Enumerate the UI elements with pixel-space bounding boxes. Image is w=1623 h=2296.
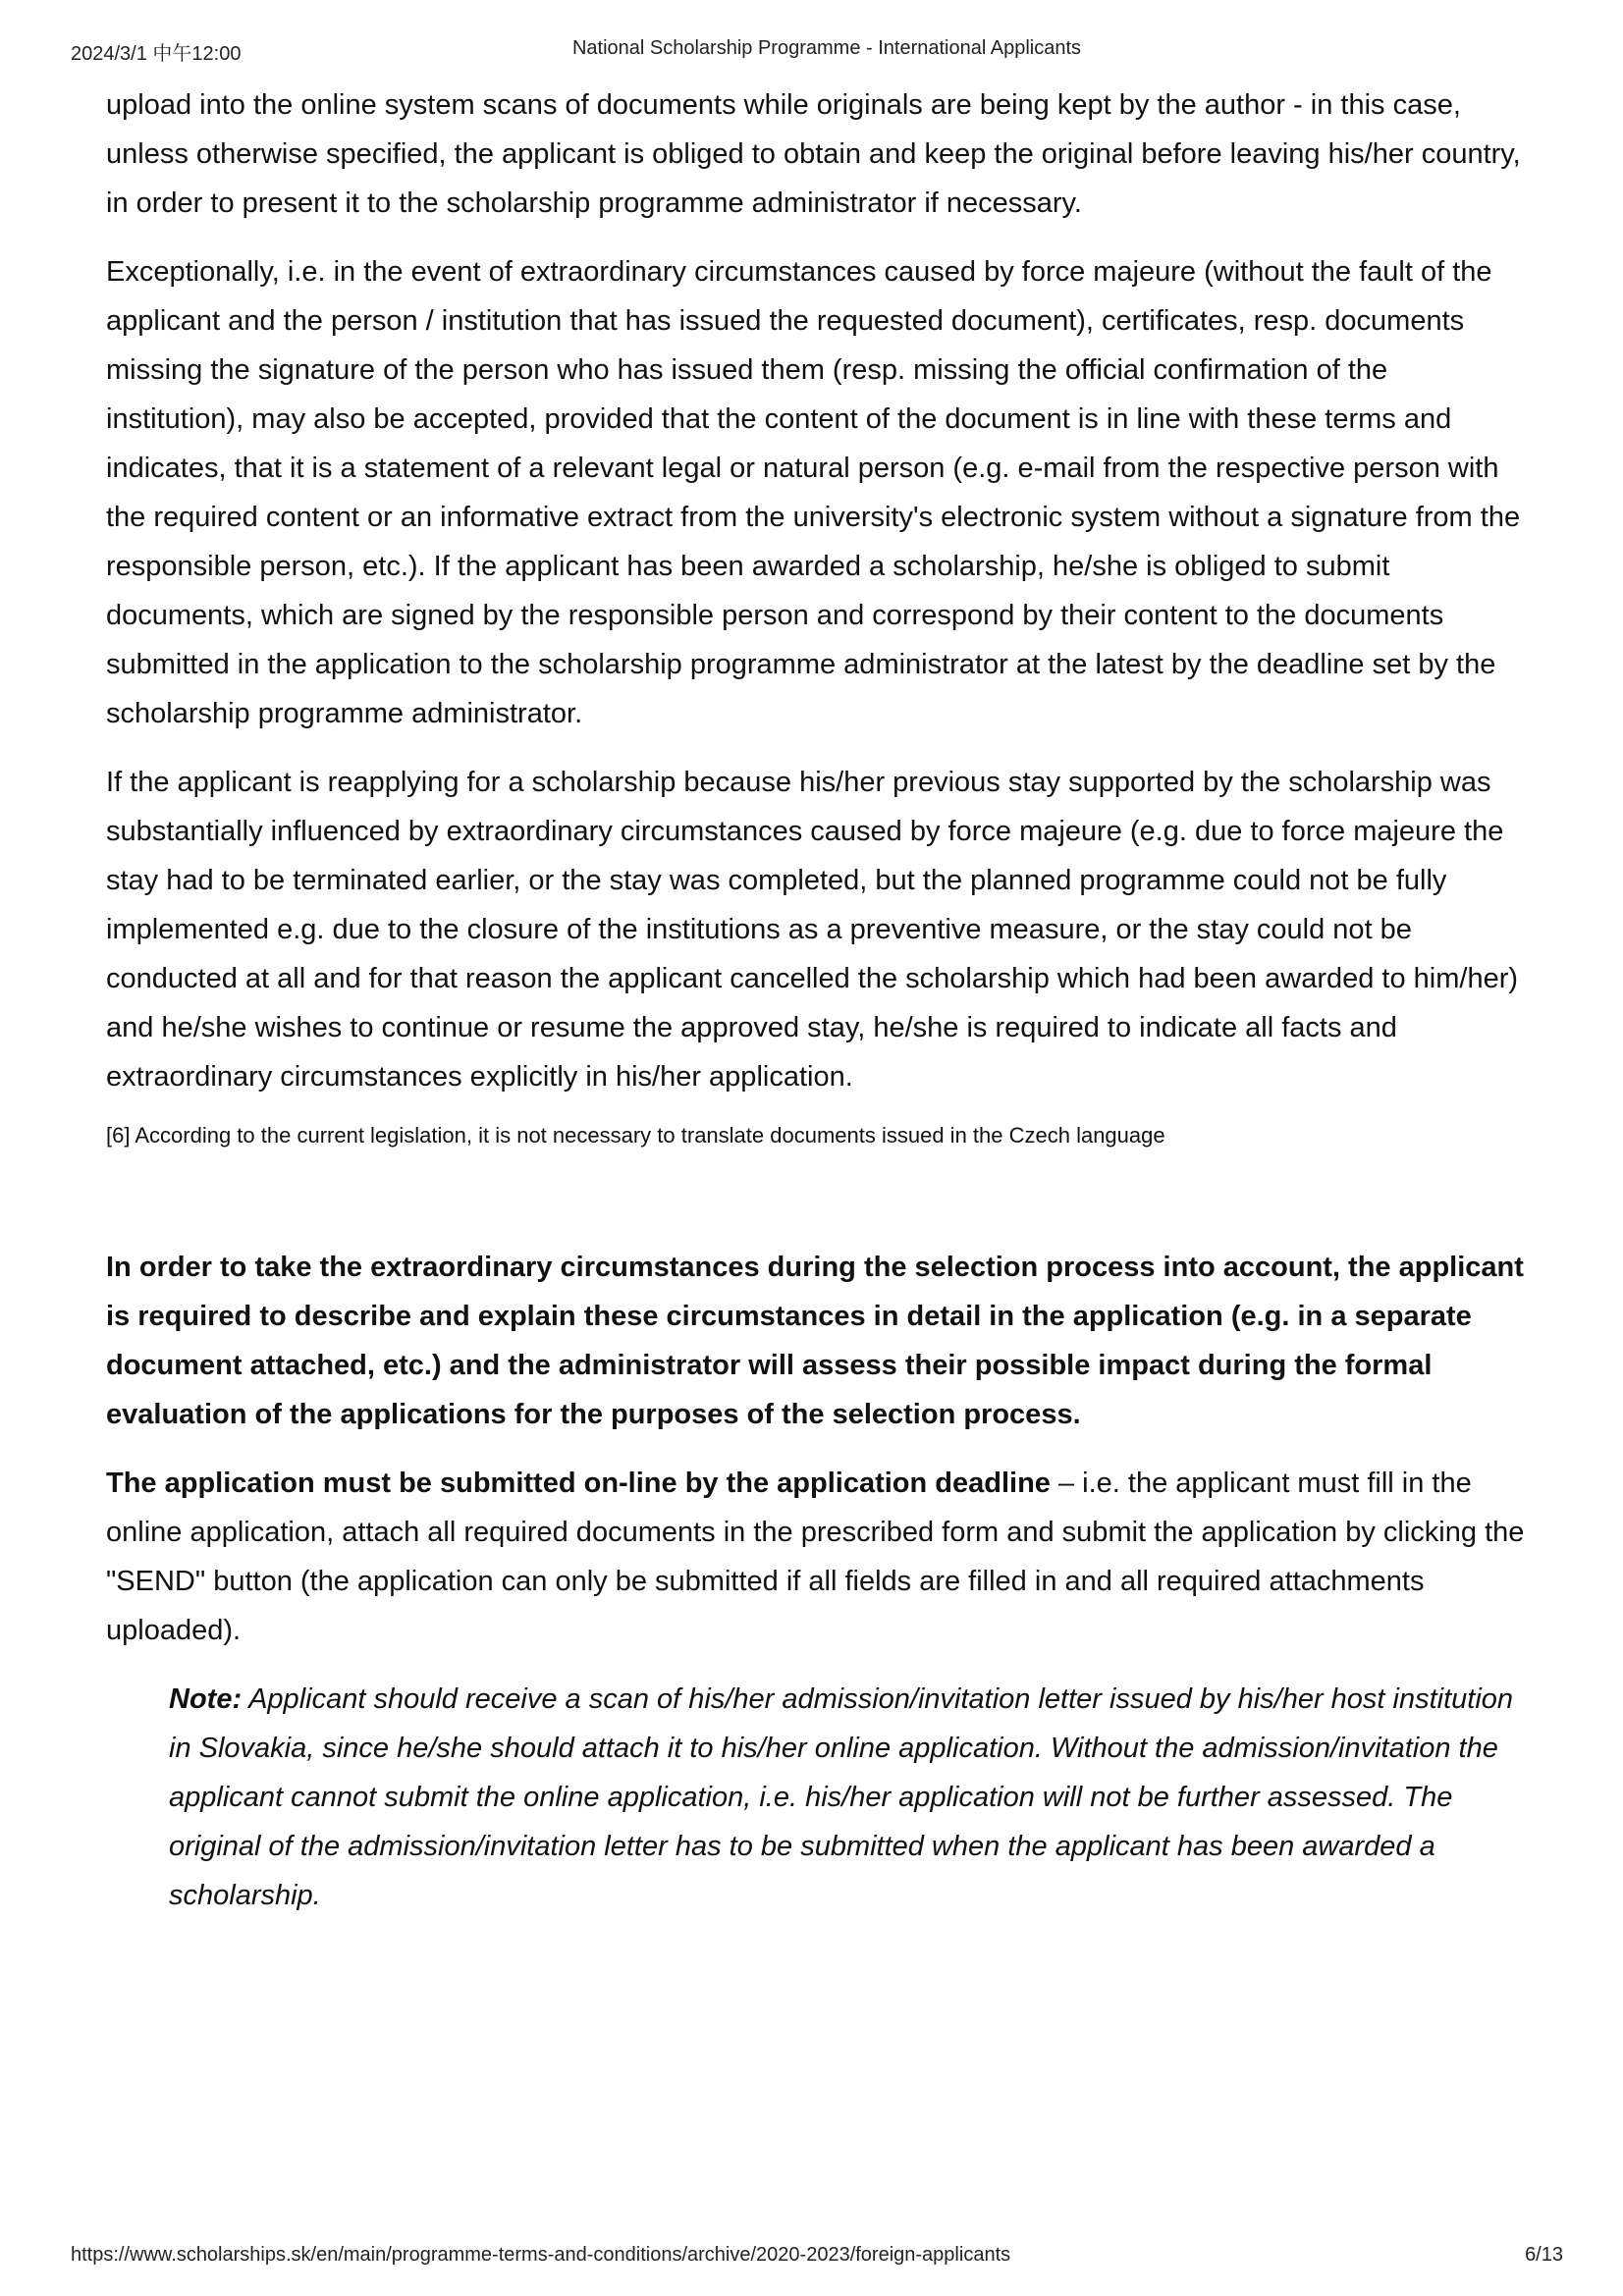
- document-body: [106, 80, 1530, 1940]
- submission-deadline-lead: The application must be submitted on-line by the application deadline: [106, 1468, 1051, 1499]
- page-number: 6/13: [1525, 2244, 1563, 2266]
- note-label: Note:: [169, 1683, 243, 1715]
- note-paragraph: [169, 1675, 1530, 1920]
- submission-details: – i.e. the applicant must fill in the online application, attach all required documents in the prescribed form and submit the application by clicking the "SEND" button (the application can only be submitted if all fields are filled in and all required attachments uploaded).: [106, 1468, 1525, 1646]
- print-footer: [71, 2244, 1563, 2273]
- note-text: Applicant should receive a scan of his/her admission/invitation letter issued by his/her host institution in Slovakia, since he/she should attach it to his/her online application. Without the admission/invitation the applicant cannot submit the online application, i.e. his/her application will not be further assessed. The original of the admission/invitation letter has to be submitted when the applicant has been awarded a scholarship.: [169, 1683, 1514, 1911]
- paragraph-exceptions: Exceptionally, i.e. in the event of extraordinary circumstances caused by force majeure (without the fault of the applicant and the person / institution that has issued the requested document), certificates, resp. documents missing the signature of the person who has issued them (resp. missing the official confirmation of the institution), may also be accepted, provided that the content of the document is in line with these terms and indicates, that it is a statement of a relevant legal or natural person (e.g. e-mail from the respective person with the required content or an informative extract from the university's electronic system without a signature from the responsible person, etc.). If the applicant has been awarded a scholarship, he/she is obliged to submit documents, which are signed by the responsible person and correspond by their content to the documents submitted in the application to the scholarship programme administrator at the latest by the deadline set by the scholarship programme administrator.: [106, 256, 1521, 729]
- paragraph-extraordinary-circumstances: In order to take the extraordinary circumstances during the selection process into account, the applicant is required to describe and explain these circumstances in detail in the application (e.g. in a separate document attached, etc.) and the administrator will assess their possible impact during the formal evaluation of the applications for the purposes of the selection process.: [106, 1252, 1524, 1430]
- print-header: [71, 37, 1583, 67]
- print-date: 2024/3/1 中午12:00: [71, 43, 242, 65]
- paragraph-originals: upload into the online system scans of documents while originals are being kept by the author - in this case, unless otherwise specified, the applicant is obliged to obtain and keep the original before leaving his/her country, in order to present it to the scholarship programme administrator if necessary.: [106, 89, 1521, 219]
- paragraph-reapplying: If the applicant is reapplying for a scholarship because his/her previous stay supported by the scholarship was substantially influenced by extraordinary circumstances caused by force majeure (e.g. due to force majeure the stay had to be terminated earlier, or the stay was completed, but the planned programme could not be fully implemented e.g. due to the closure of the institutions as a preventive measure, or the stay could not be conducted at all and for that reason the applicant cancelled the scholarship which had been awarded to him/her) and he/she wishes to continue or resume the approved stay, he/she is required to indicate all facts and extraordinary circumstances explicitly in his/her application.: [106, 767, 1519, 1093]
- footnote: [6] According to the current legislation, it is not necessary to translate documents issued in the Czech language: [106, 1123, 1165, 1148]
- paragraph-submission: [106, 1459, 1530, 1655]
- page-title: National Scholarship Programme - International Applicants: [571, 37, 1082, 59]
- page-url: https://www.scholarships.sk/en/main/programme-terms-and-conditions/archive/2020-2023/foreign-applicants: [71, 2244, 1011, 2266]
- section-spacer: [106, 1150, 1530, 1243]
